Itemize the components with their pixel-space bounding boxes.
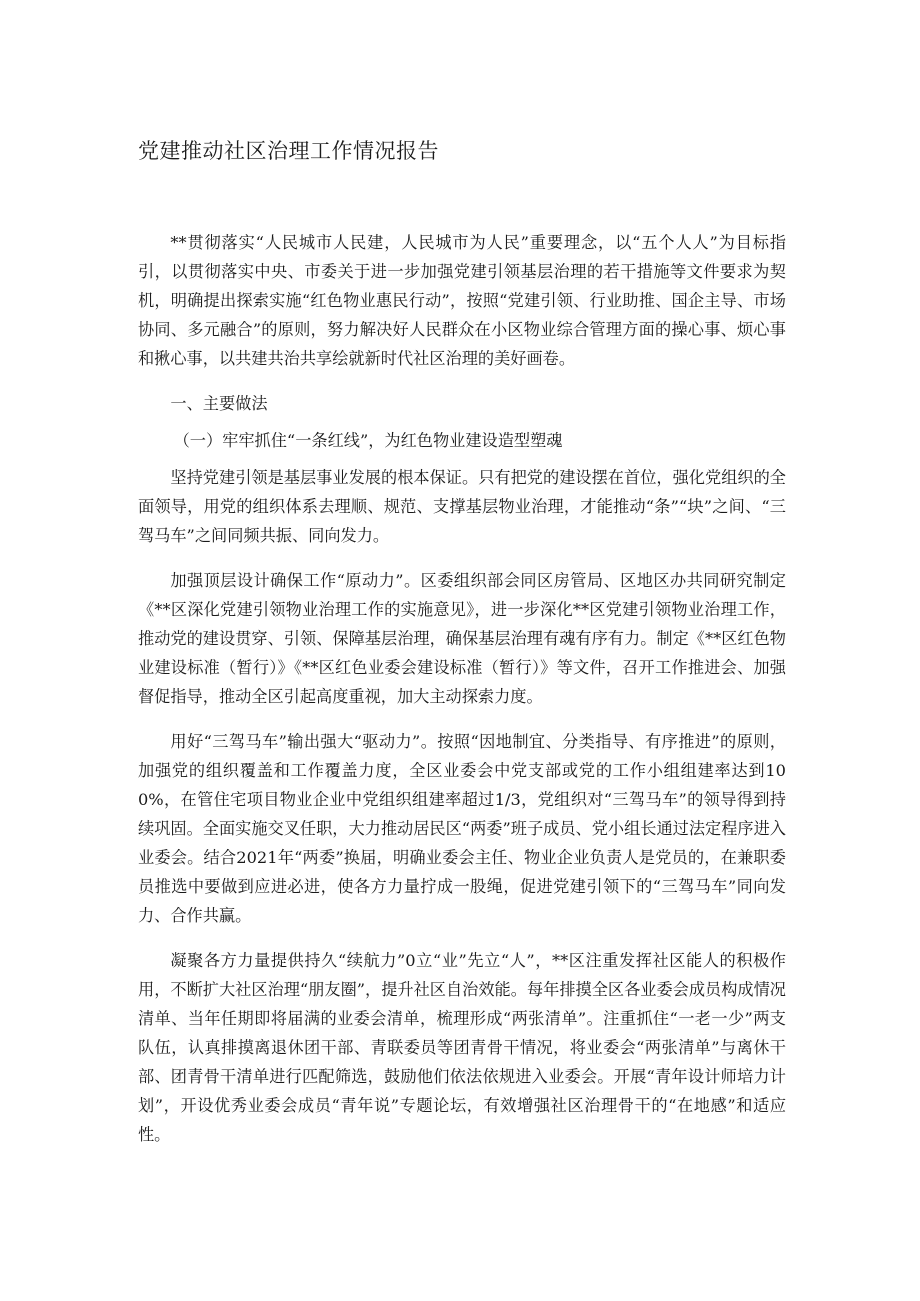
intro-paragraph: **贯彻落实“人民城市人民建，人民城市为人民”重要理念，以“五个人人”为目标指引，以贯彻落实中央、市委关于进一步加强党建引领基层治理的若干措施等文件要求为契机，明确提出探索实施“红色物业惠民行动”，按照“党建引领、行业助推、国企主导、市场协同、多元融合”的原则，努力解决好人民群众在小区物业综合管理方面的操心事、烦心事和揪心事，以共建共治共享绘就新时代社区治理的美好画卷。 [138, 233, 786, 368]
body-paragraph: 加强顶层设计确保工作“原动力”。区委组织部会同区房管局、区地区办共同研究制定《**区深化党建引领物业治理工作的实施意见》，进一步深化**区党建引领物业治理工作，推动党的建设贯穿、引领、保障基层治理，确保基层治理有魂有序有力。制定《**区红色物业建设标准（暂行）》《**区红色业委会建设标准（暂行）》等文件，召开工作推进会、加强督促指导，推动全区引起高度重视，加大主动探索力度。 [138, 571, 786, 706]
body-paragraph: 用好“三驾马车”输出强大“驱动力”。按照“因地制宜、分类指导、有序推进”的原则，加强党的组织覆盖和工作覆盖力度，全区业委会中党支部或党的工作小组组建率达到100%，在管住宅项目物业企业中党组织组建率超过1/3，党组织对“三驾马车”的领导得到持续巩固。全面实施交叉任职，大力推动居民区“两委”班子成员、党小组长通过法定程序进入业委会。结合2021年“两委”换届，明确业委会主任、物业企业负责人是党员的，在兼职委员推选中要做到应进必进，使各方力量拧成一股绳，促进党建引领下的“三驾马车”同向发力、合作共赢。 [138, 732, 786, 925]
document-body [138, 228, 786, 1165]
section-heading: 一、主要做法 [170, 394, 268, 413]
document-title: 党建推动社区治理工作情况报告 [138, 139, 439, 163]
body-paragraph: 坚持党建引领是基层事业发展的根本保证。只有把党的建设摆在首位，强化党组织的全面领导，用党的组织体系去理顺、规范、支撑基层物业治理，才能推动“条”“块”之间、“三驾马车”之间同频共振、同向发力。 [138, 468, 786, 545]
body-paragraph: 凝聚各方力量提供持久“续航力”0立“业”先立“人”，**区注重发挥社区能人的积极作用，不断扩大社区治理“朋友圈”，提升社区自治效能。每年排摸全区各业委会成员构成情况清单、当年任期即将届满的业委会清单，梳理形成“两张清单”。注重抓住“一老一少”两支队伍，认真排摸离退休团干部、青联委员等团青骨干情况，将业委会“两张清单”与离休干部、团青骨干清单进行匹配筛选，鼓励他们依法依规进入业委会。开展“青年设计师培力计划”，开设优秀业委会成员“青年说”专题论坛，有效增强社区治理骨干的“在地感”和适应性。 [138, 951, 786, 1144]
subsection-heading: （一）牢牢抓住“一条红线”，为红色物业建设造型塑魂 [173, 431, 563, 450]
